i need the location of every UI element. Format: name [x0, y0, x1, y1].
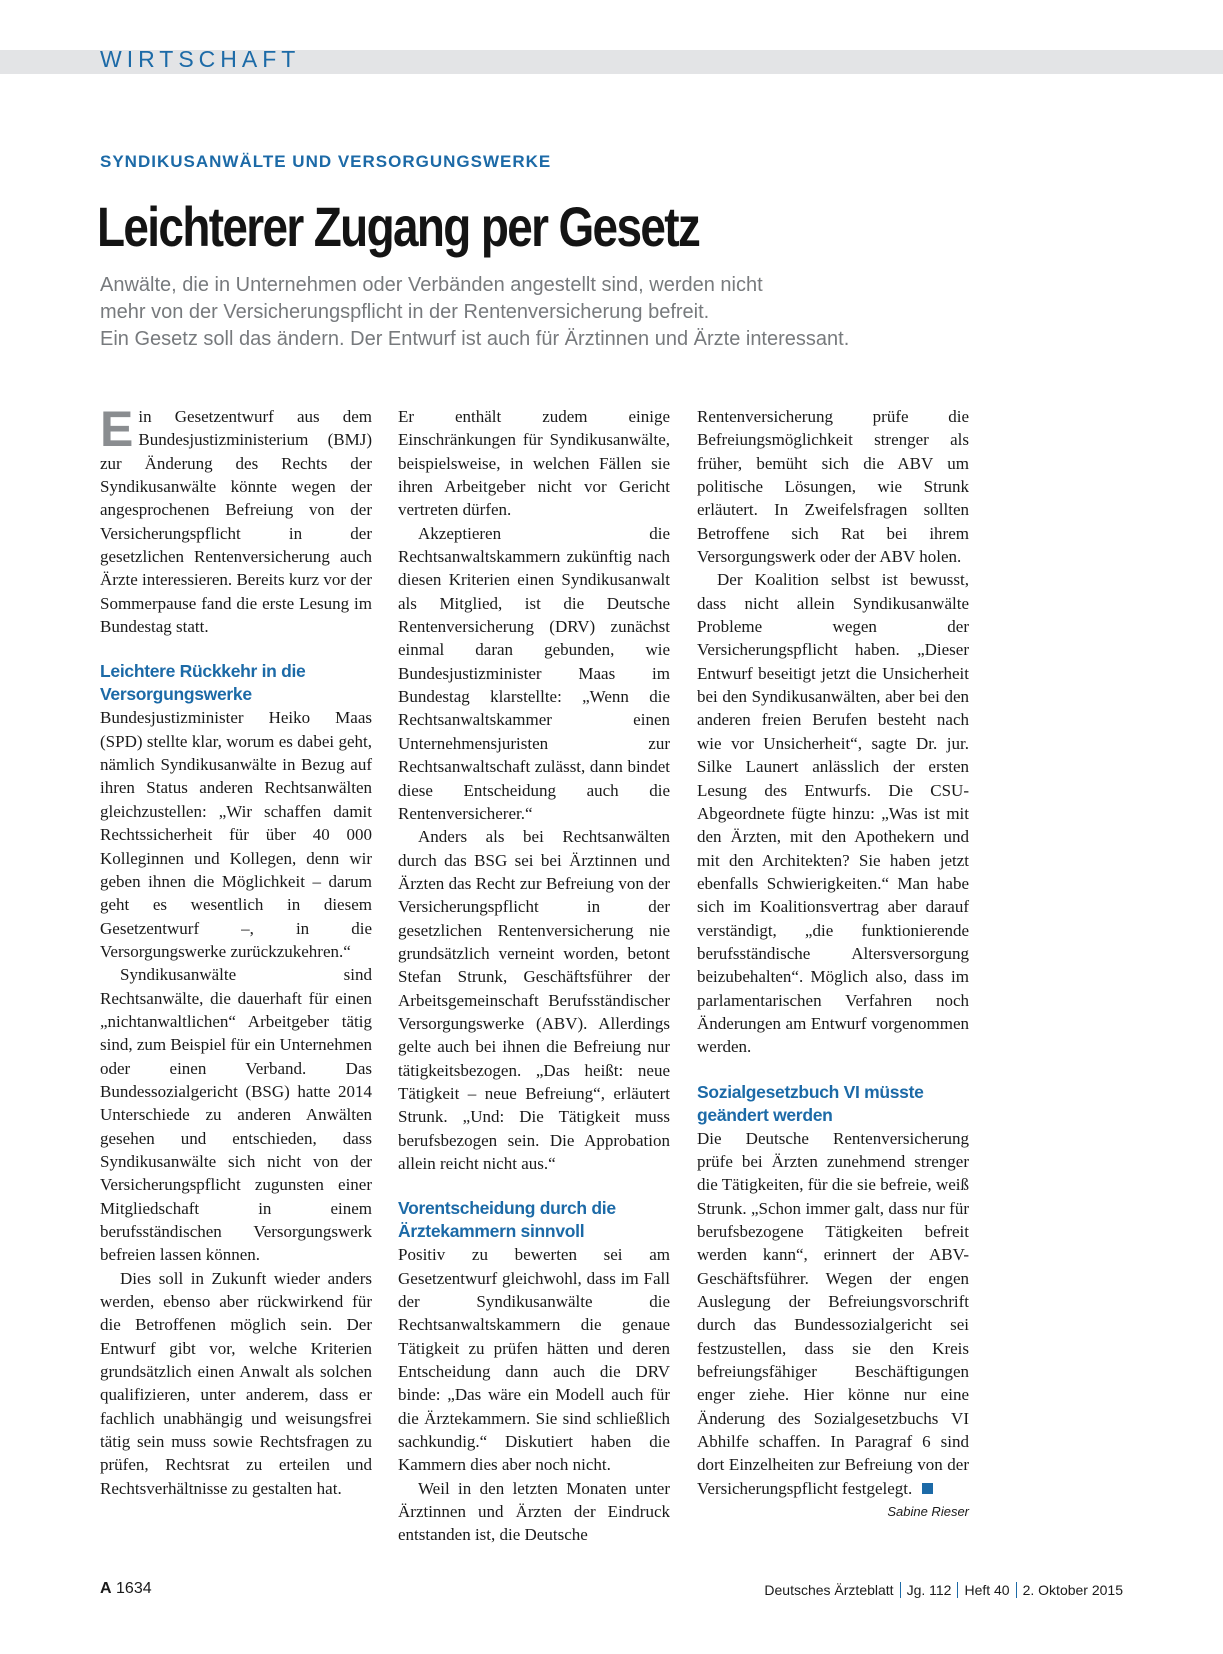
lead-line: mehr von der Versicherungspflicht in der Rentenversicherung befreit.: [100, 301, 710, 323]
end-of-article-icon: [922, 1483, 933, 1494]
lead-line: Anwälte, die in Unternehmen oder Verbänden angestellt sind, werden nicht: [100, 274, 763, 296]
footer-divider: [900, 1582, 901, 1598]
lead-line: Ein Gesetz soll das ändern. Der Entwurf ist auch für Ärztinnen und Ärzte interessant.: [100, 328, 850, 350]
subheading: Sozialgesetzbuch VI müsste geändert werden: [697, 1081, 924, 1125]
article-headline: Leichterer Zugang per Gesetz: [97, 195, 700, 258]
paragraph: Weil in den letzten Monaten unter Ärztinnen und Ärzten der Eindruck entstanden ist, die Deutsche: [398, 1478, 670, 1545]
paragraph: Akzeptieren die Rechtsanwaltskammern zukünftig nach diesen Kriterien einen Syndikusanwalt als Mitglied, ist die Deutsche Rentenversicherung (DRV) zunächst einmal daran gebunden, wie Bundesjustizminister Maas im Bundestag klarstellte: „Wenn die Rechtsanwaltskammer einen Unternehmensjuristen zur Rechtsanwaltschaft zulässt, dann bindet diese Entscheidung auch die Rentenversicherer.“: [398, 523, 670, 823]
paragraph: Anders als bei Rechtsanwälten durch das BSG sei bei Ärztinnen und Ärzten das Recht zur Befreiung von der Versicherungspflicht in der gesetzlichen Rentenversicherung nie grundsätzlich verneint worden, betont Stefan Strunk, Geschäftsführer der Arbeitsgemeinschaft Berufsständischer Versorgungswerke (ABV). Allerdings gelte auch bei ihnen die Befreiung nur tätigkeitsbezogen. „Das heißt: neue Tätigkeit – neue Befreiung“, erläutert Strunk. „Und: Die Tätigkeit muss berufsbezogen sein. Die Approbation allein reicht nicht aus.“: [398, 827, 670, 1173]
journal-name: Deutsches Ärzteblatt: [764, 1582, 894, 1598]
text-column-1: [100, 401, 372, 1500]
section-label: WIRTSCHAFT: [100, 46, 301, 72]
text-column-2: [398, 405, 670, 1547]
paragraph: Er enthält zudem einige Einschränkungen für Syndikusanwälte, beispielsweise, in welchen Fällen sie ihren Arbeitgeber nicht vor Gericht vertreten dürfen.: [398, 407, 670, 520]
footer-divider: [1016, 1582, 1017, 1598]
journal-issue: Heft 40: [964, 1582, 1010, 1598]
paragraph: Bundesjustizminister Heiko Maas (SPD) stellte klar, worum es dabei geht, nämlich Syndikusanwälte in Bezug auf ihren Status anderen Rechtsanwälten gleichzustellen: „Wir schaffen damit Rechtssicherheit für über 40 000 Kolleginnen und Kollegen, denn wir geben ihnen die Möglichkeit – darum geht es wesentlich in diesem Gesetzentwurf –, in die Versorgungswerke zurückzukehren.“: [100, 708, 372, 961]
paragraph: Dies soll in Zukunft wieder anders werden, ebenso aber rückwirkend für die Betroffenen möglich sein. Der Entwurf gibt vor, welche Kriterien grundsätzlich einen Anwalt als solchen qualifizieren, unter anderem, dass er fachlich unabhängig und weisungsfrei tätig sein muss sowie Rechtsfragen zu prüfen, Rechtsrat zu erteilen und Rechtsverhältnisse zu gestalten hat.: [100, 1268, 372, 1498]
journal-volume: Jg. 112: [906, 1582, 952, 1598]
paragraph: Rentenversicherung prüfe die Befreiungsmöglichkeit strenger als früher, bemüht sich die ABV um politische Lösungen, wie Strunk erläutert. In Zweifelsfragen sollten Betroffene sich Rat bei ihrem Versorgungswerk oder der ABV holen.: [697, 407, 969, 567]
article-kicker: SYNDIKUSANWÄLTE UND VERSORGUNGSWERKE: [100, 152, 552, 171]
subheading: Vorentscheidung durch die Ärztekammern sinnvoll: [398, 1198, 616, 1242]
paragraph-text: Die Deutsche Rentenversicherung prüfe bei Ärzten zunehmend strenger die Tätigkeiten, für die sie befreie, weiß Strunk. „Schon immer galt, dass nur für berufsbezogene Tätigkeiten befreit werden kann“, erinnert der ABV-Geschäftsführer. Wegen der engen Auslegung der Befreiungsvorschrift durch das Bundessozialgericht sei festzustellen, dass sie den Kreis befreiungsfähiger Beschäftigungen enger ziehe. Hier könne nur eine Änderung des Sozialgesetzbuchs VI Abhilfe schaffen. In Paragraf 6 sind dort Einzelheiten zur Befreiung von der Versicherungspflicht festgelegt.: [697, 1128, 969, 1498]
article-lead: [100, 272, 1000, 353]
paragraph: [100, 401, 372, 638]
paragraph: Syndikusanwälte sind Rechtsanwälte, die dauerhaft für einen „nichtanwaltlichen“ Arbeitgeber tätig sind, zum Beispiel für ein Unternehmen oder einen Verband. Das Bundessozialgericht (BSG) hatte 2014 Unterschiede zu anderen Anwälten gesehen und entschieden, dass Syndikusanwälte sich nicht von der Versicherungspflicht zugunsten einer Mitgliedschaft in einem berufsständischen Versorgungswerk befreien lassen können.: [100, 965, 372, 1265]
paragraph: Positiv zu bewerten sei am Gesetzentwurf gleichwohl, dass im Fall der Syndikusanwälte die Rechtsanwaltskammern die genaue Tätigkeit zu prüfen hätten und deren Entscheidung dann auch die DRV binde: „Das wäre ein Modell auch für die Ärztekammern. Sie sind schließlich sachkundig.“ Diskutiert haben die Kammern dies aber noch nicht.: [398, 1245, 670, 1475]
page-number: [100, 1580, 152, 1598]
subheading: Leichtere Rückkehr in die Versorgungswerke: [100, 661, 306, 705]
page-number-value: 1634: [116, 1580, 152, 1597]
journal-footer: [764, 1582, 1123, 1598]
paragraph: [697, 1127, 969, 1501]
journal-date: 2. Oktober 2015: [1022, 1582, 1123, 1598]
drop-cap: E: [100, 401, 134, 457]
paragraph-text: in Gesetzentwurf aus dem Bundesjustizministerium (BMJ) zur Änderung des Rechts der Syndikusanwälte könnte wegen der angesprochenen Befreiung von der Versicherungspflicht in der gesetzlichen Rentenversicherung auch Ärzte interessieren. Bereits kurz vor der Sommerpause fand die erste Lesung im Bundestag statt.: [100, 407, 372, 637]
page-prefix: A: [100, 1580, 112, 1597]
text-column-3: [697, 405, 969, 1522]
author-byline: Sabine Rieser: [887, 1504, 969, 1520]
paragraph: Der Koalition selbst ist bewusst, dass nicht allein Syndikusanwälte Probleme wegen der Versicherungspflicht haben. „Dieser Entwurf beseitigt jetzt die Unsicherheit bei den Syndikusanwälten, aber bei den anderen freien Berufen besteht nach wie vor Unsicherheit“, sagte Dr. jur. Silke Launert anlässlich der ersten Lesung des Entwurfs. Die CSU-Abgeordnete fügte hinzu: „Was ist mit den Ärzten, mit den Apothekern und mit den Architekten? Sie haben jetzt ebenfalls Schwierigkeiten.“ Man habe sich im Koalitionsvertrag aber darauf verständigt, „die funktionierende berufsständische Altersversorgung beizubehalten“. Möglich also, dass im parlamentarischen Verfahren noch Änderungen am Entwurf vorgenommen werden.: [697, 570, 969, 1057]
footer-divider: [957, 1582, 958, 1598]
